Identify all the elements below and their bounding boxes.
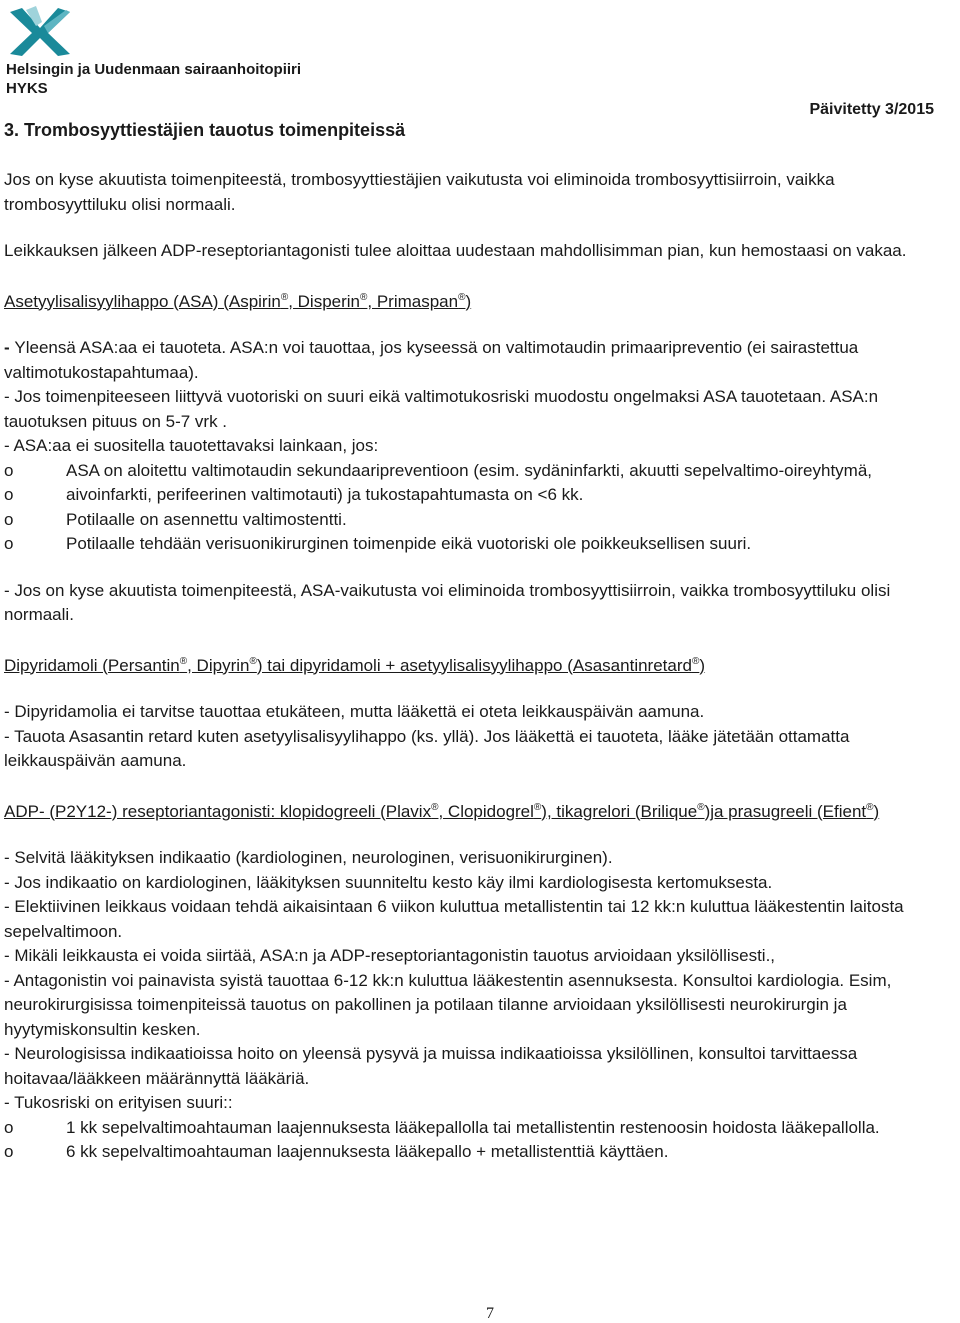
hus-logo-icon [6,6,74,58]
asa-line-2: - Jos toimenpiteeseen liittyvä vuotoriski on suuri eikä valtimotukosriski muodostu ongelmaksi ASA tauotetaan. ASA:n tauotuksen pituus on 5-7 vrk . [4,387,879,431]
organization-name [6,60,301,98]
asa-sub-item: o aivoinfarkti, perifeerinen valtimotauti) ja tukostapahtumasta on <6 kk. [4,485,584,504]
page-number: 7 [486,1305,494,1322]
asa-heading: Asetyylisalisyylihappo (ASA) (Aspirin®, Disperin®, Primaspan®) [4,291,472,311]
adp-line-1: - Selvitä lääkityksen indikaatio (kardiologinen, neurologinen, verisuonikirurginen). [4,848,613,867]
intro-paragraph-2: Leikkauksen jälkeen ADP-reseptoriantagonisti tulee aloittaa uudestaan mahdollisimman pian, kun hemostaasi on vakaa. [4,241,907,260]
adp-line-4: - Mikäli leikkausta ei voida siirtää, ASA:n ja ADP-reseptoriantagonistin tauotus arvioidaan yksilöllisesti., [4,946,776,965]
adp-heading: ADP- (P2Y12-) reseptoriantagonisti: klopidogreeli (Plavix®, Clopidogrel®), tikagrelori (Brilique®)ja prasugreeli (Efient®) [4,801,880,821]
intro-paragraph-1: Jos on kyse akuutista toimenpiteestä, trombosyyttiestäjien vaikutusta voi eliminoida trombosyyttisiirroin, vaikka trombosyyttiluku olisi normaali. [4,170,835,214]
dipyridamole-line-2: - Tauota Asasantin retard kuten asetyylisalisyylihappo (ks. yllä). Jos lääkettä ei tauoteta, lääke jätetään ottamatta leikkauspäivän aamuna. [4,726,850,770]
asa-line-1: - Yleensä ASA:aa ei tauoteta. ASA:n voi tauottaa, jos kyseessä on valtimotaudin primaaripreventio (ei sairastettua valtimotukostapahtumaa). [4,338,859,382]
adp-sub-item: o 6 kk sepelvaltimoahtauman laajennuksesta lääkepallo + metallistenttiä käyttäen. [4,1142,669,1161]
dipyridamole-line-1: - Dipyridamolia ei tarvitse tauottaa etukäteen, mutta lääkettä ei oteta leikkauspäivän aamuna. [4,702,705,721]
asa-sub-item: o Potilaalle on asennettu valtimostentti. [4,509,347,529]
updated-date: Päivitetty 3/2015 [809,101,934,118]
adp-line-7: - Tukosriski on erityisen suuri:: [4,1093,233,1112]
adp-line-2: - Jos indikaatio on kardiologinen, lääkityksen suunniteltu kesto käy ilmi kardiologisesta kertomuksesta. [4,872,773,892]
organization-line-1: Helsingin ja Uudenmaan sairaanhoitopiiri [6,61,302,78]
asa-sub-item: o ASA on aloitettu valtimotaudin sekundaaripreventioon (esim. sydäninfarkti, akuutti sepelvaltimo-oireyhtymä, [4,460,873,480]
organization-line-2: HYKS [6,80,48,97]
adp-line-3: - Elektiivinen leikkaus voidaan tehdä aikaisintaan 6 viikon kuluttua metallistentin tai 12 kk:n kuluttua lääkestentin laitosta sepelvaltimoon. [4,897,904,941]
page-title: 3. Trombosyyttiestäjien tauotus toimenpiteissä [4,120,406,140]
asa-line-4: - Jos on kyse akuutista toimenpiteestä, ASA-vaikutusta voi eliminoida trombosyyttisiirroin, vaikka trombosyyttiluku olisi normaali. [4,580,891,624]
adp-line-5: - Antagonistin voi painavista syistä tauottaa 6-12 kk:n kuluttua lääkestentin asennuksesta. Konsultoi kardiologia. Esim, neurokirurgisissa toimenpiteissä tauotus on pakollinen ja potilaan tilanne arvioidaan yksilöllisesti neurokirurgin ja hyytymiskonsultin kesken. [4,970,892,1039]
asa-line-3: - ASA:aa ei suositella tauotettavaksi lainkaan, jos: [4,436,379,455]
adp-line-6: - Neurologisissa indikaatioissa hoito on yleensä pysyvä ja muissa indikaatioissa yksilöllinen, konsultoi tarvittaessa hoitavaa/lääkkeen määrännyttä lääkäriä. [4,1044,858,1088]
asa-sub-item: o Potilaalle tehdään verisuonikirurginen toimenpide eikä vuotoriski ole poikkeuksellisen suuri. [4,534,752,553]
dipyridamole-heading: Dipyridamoli (Persantin®, Dipyrin®) tai dipyridamoli + asetyylisalisyylihappo (Asasantinretard®) [4,655,706,675]
adp-sub-item: o 1 kk sepelvaltimoahtauman laajennuksesta lääkepallolla tai metallistentin restenoosin hoidosta lääkepallolla. [4,1117,880,1137]
document-body [4,168,956,1165]
